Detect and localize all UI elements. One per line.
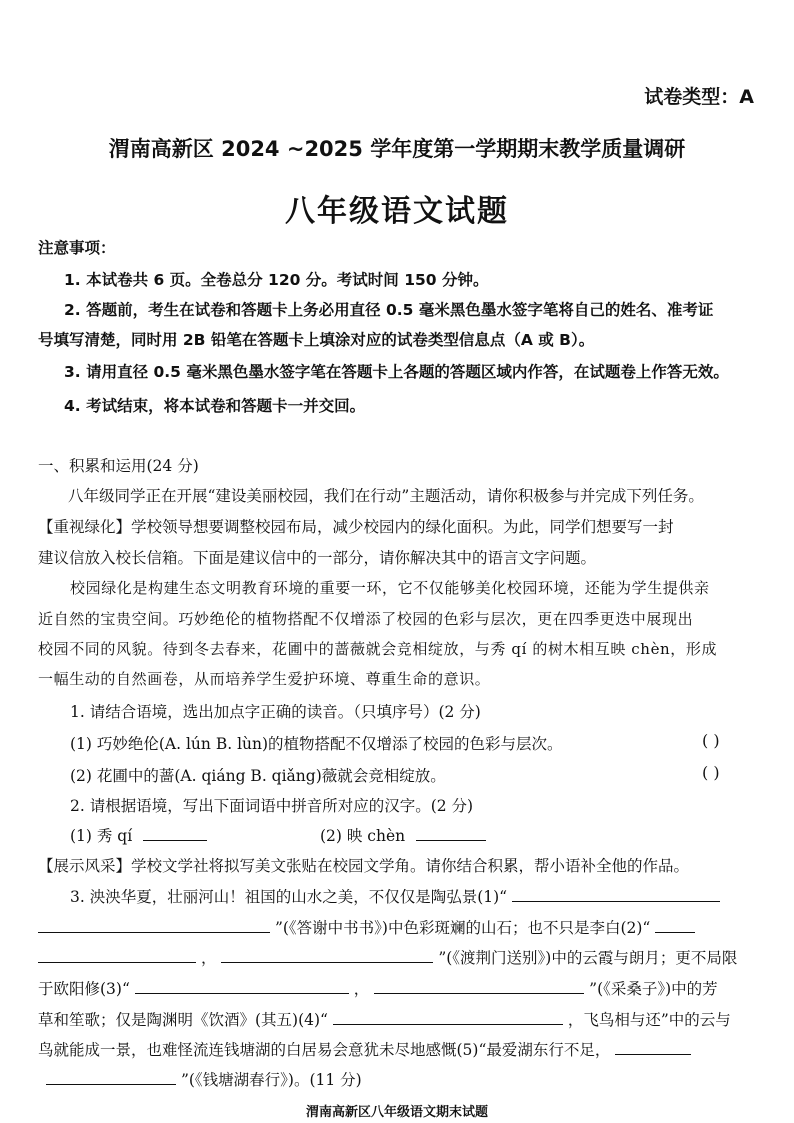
page-footer: 渭南高新区八年级语文期末试题 (305, 1105, 488, 1120)
passage-line: 校园不同的风貌。待到冬去春来，花圃中的蔷薇就会竞相绽放，与秀 qí 的树木相互映 chèn，形成 (38, 640, 718, 658)
question-3-text: 鸟就能成一景，也难怪流连钱塘湖的白居易会意犹未尽地感慨(5)“最爱湖东行不足， (38, 1041, 611, 1059)
answer-blank[interactable] (615, 1040, 691, 1055)
question-2: 2. 请根据语境，写出下面词语中拼音所对应的汉字。(2 分) (70, 797, 474, 815)
answer-parens: ( ) (702, 763, 720, 782)
question-3-text: ， (200, 949, 217, 967)
question-3-text: ， (353, 980, 370, 998)
task-paragraph: 建议信放入校长信箱。下面是建议信中的一部分，请你解决其中的语言文字问题。 (38, 549, 597, 567)
question-3-text: ”(《渡荆门送别》)中的云霞与朗月；更不局限 (438, 949, 738, 967)
notes-item: 3. 请用直径 0.5 毫米黑色墨水签字笔在答题卡上各题的答题区域内作答，在试题卷上作答无效。 (64, 363, 729, 381)
question-3-line1 (70, 885, 720, 907)
section-heading: 一、积累和运用(24 分) (38, 457, 199, 475)
question-2-2-row (320, 824, 486, 846)
answer-blank[interactable] (333, 1010, 563, 1025)
answer-blank[interactable] (135, 979, 349, 994)
answer-blank[interactable] (143, 826, 207, 841)
paper-type: 试卷类型：A (644, 86, 754, 108)
notes-item: 号填写清楚，同时用 2B 铅笔在答题卡上填涂对应的试卷类型信息点（A 或 B）。 (38, 331, 595, 349)
section-intro: 八年级同学正在开展“建设美丽校园，我们在行动”主题活动，请你积极参与并完成下列任务。 (68, 487, 704, 505)
question-2-1-row (70, 824, 207, 846)
question-2-1: (1) 秀 qí (70, 827, 133, 845)
answer-blank[interactable] (512, 887, 720, 902)
answer-blank[interactable] (221, 948, 433, 963)
question-3-line4 (38, 977, 718, 999)
passage-line: 近自然的宝贵空间。巧妙绝伦的植物搭配不仅增添了校园的色彩与层次，更在四季更迭中展现出 (38, 610, 694, 628)
question-3-text: ”(《答谢中书书》)中色彩斑斓的山石；也不只是李白(2)“ (274, 919, 651, 937)
question-1: 1. 请结合语境，选出加点字正确的读音。（只填序号）(2 分) (70, 703, 481, 721)
answer-blank[interactable] (374, 979, 584, 994)
question-3-text: ”(《采桑子》)中的芳 (589, 980, 718, 998)
question-3-line3 (38, 946, 737, 968)
notes-item: 1. 本试卷共 6 页。全卷总分 120 分。考试时间 150 分钟。 (64, 271, 489, 289)
answer-blank[interactable] (655, 918, 695, 933)
subject-title: 八年级语文试题 (285, 194, 509, 229)
task-paragraph: 【展示风采】学校文学社将拟写美文张贴在校园文学角。请你结合积累，帮小语补全他的作品。 (38, 857, 690, 875)
notes-item: 2. 答题前，考生在试卷和答题卡上务必用直径 0.5 毫米黑色墨水签字笔将自己的姓名、准考证 (64, 301, 714, 319)
question-3-line7 (46, 1068, 362, 1090)
question-2-2: (2) 映 chèn (320, 827, 406, 845)
question-1-1: (1) 巧妙绝伦(A. lún B. lùn)的植物搭配不仅增添了校园的色彩与层次。 (70, 735, 563, 753)
notes-item: 4. 考试结束，将本试卷和答题卡一并交回。 (64, 397, 366, 415)
question-3-text: 3. 泱泱华夏，壮丽河山！祖国的山水之美，不仅仅是陶弘景(1)“ (70, 888, 508, 906)
passage-line: 一幅生动的自然画卷，从而培养学生爱护环境、尊重生命的意识。 (38, 670, 491, 688)
task-paragraph: 【重视绿化】学校领导想要调整校园布局，减少校园内的绿化面积。为此，同学们想要写一封 (38, 518, 674, 536)
passage-line: 校园绿化是构建生态文明教育环境的重要一环，它不仅能够美化校园环境，还能为学生提供亲 (70, 579, 710, 597)
question-3-line5 (38, 1008, 731, 1030)
answer-parens: ( ) (702, 731, 720, 750)
notes-heading: 注意事项： (38, 239, 116, 257)
answer-blank[interactable] (416, 826, 486, 841)
exam-title: 渭南高新区 2024 ~2025 学年度第一学期期末教学质量调研 (108, 137, 686, 161)
answer-blank[interactable] (38, 918, 270, 933)
question-3-line6 (38, 1038, 691, 1060)
question-3-text: 草和笙歌；仅是陶渊明《饮酒》(其五)(4)“ (38, 1011, 328, 1029)
answer-blank[interactable] (46, 1070, 176, 1085)
question-3-text: ”(《钱塘湖春行》)。(11 分) (180, 1071, 362, 1089)
question-3-line2 (38, 916, 695, 938)
question-1-2: (2) 花圃中的蔷(A. qiáng B. qiǎng)薇就会竞相绽放。 (70, 767, 446, 785)
question-3-text: ，飞鸟相与还”中的云与 (567, 1011, 731, 1029)
answer-blank[interactable] (38, 948, 196, 963)
question-3-text: 于欧阳修(3)“ (38, 980, 130, 998)
